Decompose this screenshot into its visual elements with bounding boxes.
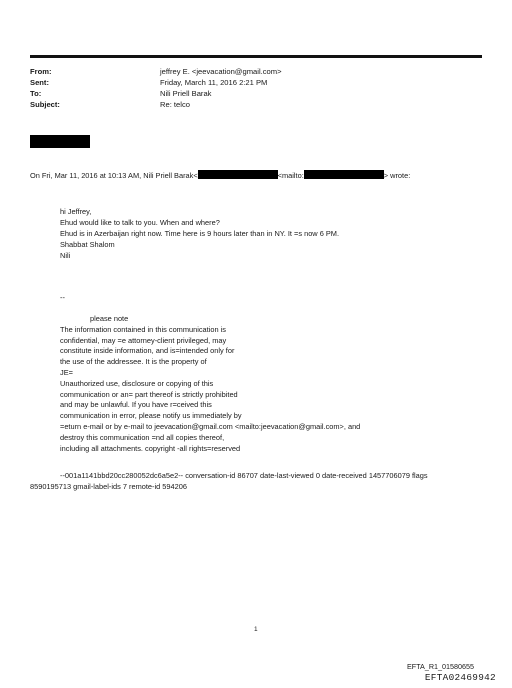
message-line: Nili xyxy=(60,251,71,260)
page-number: 1 xyxy=(254,626,258,633)
subject-row xyxy=(30,99,282,110)
message-metadata xyxy=(30,470,428,492)
subject-value: Re: telco xyxy=(160,100,190,109)
disclaimer-line: constitute inside information, and is=intended only for xyxy=(60,346,235,356)
subject-label: Subject: xyxy=(30,100,60,109)
disclaimer xyxy=(60,314,360,454)
sent-value: Friday, March 11, 2016 2:21 PM xyxy=(160,78,268,87)
quote-mailto: <mailto: xyxy=(277,171,304,180)
disclaimer-line: JE= xyxy=(60,367,73,377)
to-row xyxy=(30,88,282,99)
sent-label: Sent: xyxy=(30,78,49,87)
redaction-block xyxy=(30,135,90,148)
disclaimer-line: destroy this communication =nd all copies thereof, xyxy=(60,432,225,442)
disclaimer-line: the use of the addressee. It is the property of xyxy=(60,357,207,367)
header-rule xyxy=(30,55,482,58)
disclaimer-line: communication in error, please notify us immediately by xyxy=(60,411,242,421)
disclaimer-line: =eturn e-mail or by e-mail to jeevacation@gmail.com <mailto:jeevacation@gmail.com>, and xyxy=(60,421,361,431)
message-line: Ehud would like to talk to you. When and where? xyxy=(60,218,220,227)
disclaimer-heading: please note xyxy=(90,314,129,323)
sent-row xyxy=(30,77,282,88)
message-body xyxy=(60,206,339,261)
to-label: To: xyxy=(30,89,42,98)
bates-stamp: EFTA02469942 xyxy=(424,672,496,683)
to-value: Nili Priell Barak xyxy=(160,89,212,98)
disclaimer-line: Unauthorized use, disclosure or copying of this xyxy=(60,378,214,388)
message-line: Shabbat Shalom xyxy=(60,240,115,249)
metadata-line: 8590195713 gmail-label-ids 7 remote-id 594206 xyxy=(30,482,187,491)
from-row xyxy=(30,66,282,77)
quote-attribution-line xyxy=(30,170,410,181)
quote-suffix: > wrote: xyxy=(383,171,411,180)
bates-stamp-r1: EFTA_R1_01580655 xyxy=(407,662,474,671)
disclaimer-line: The information contained in this communication is xyxy=(60,324,226,334)
quote-prefix: On Fri, Mar 11, 2016 at 10:13 AM, Nili Priell Barak< xyxy=(30,171,198,180)
disclaimer-line: communication or an= part thereof is strictly prohibited xyxy=(60,389,238,399)
message-line: hi Jeffrey, xyxy=(60,207,92,216)
disclaimer-line: confidential, may =e attorney-client privileged, may xyxy=(60,335,227,345)
redaction-block xyxy=(304,170,384,179)
from-label: From: xyxy=(30,67,52,76)
from-value: jeffrey E. <jeevacation@gmail.com> xyxy=(160,67,282,76)
email-header xyxy=(30,66,282,110)
disclaimer-line: including all attachments. copyright -all rights=reserved xyxy=(60,443,241,453)
metadata-line: --001a1141bbd20cc280052dc6a5e2-- conversation-id 86707 date-last-viewed 0 date-received 1457706079 flags xyxy=(60,471,428,480)
disclaimer-line: and may be unlawful. If you have r=ceived this xyxy=(60,400,212,410)
message-line: Ehud is in Azerbaijan right now. Time here is 9 hours later than in NY. It =s now 6 PM. xyxy=(60,229,340,238)
signature-separator: -- xyxy=(60,293,65,302)
redaction-block xyxy=(198,170,278,179)
